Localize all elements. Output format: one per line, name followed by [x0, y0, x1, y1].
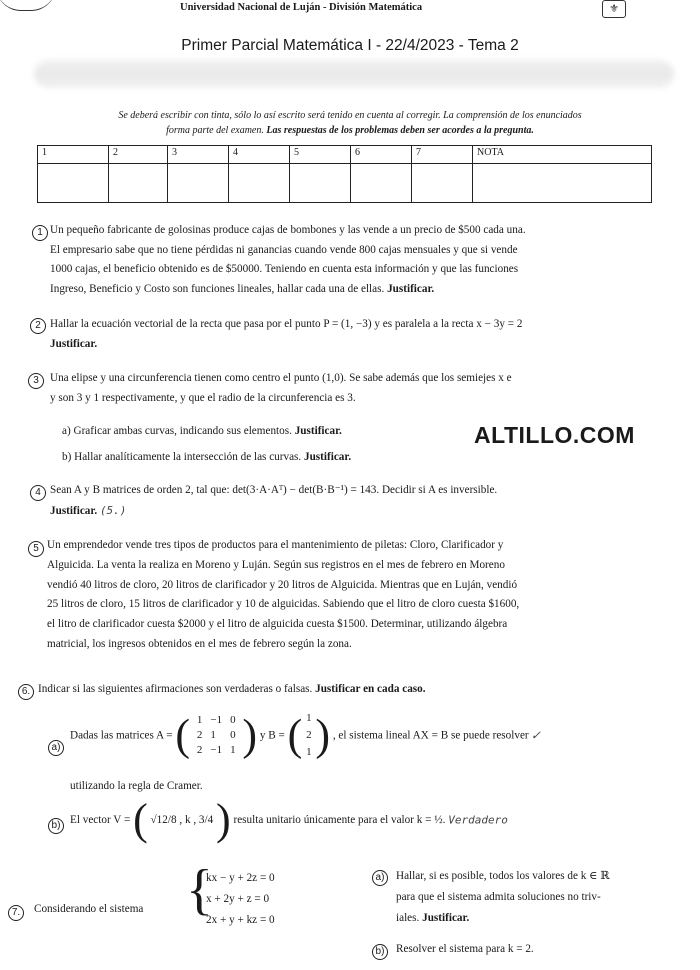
problem-7-number: 7.	[8, 905, 24, 921]
problem-1-line2: El empresario sabe que no tiene pérdidas ni ganancias cuando vende 800 cajas mensuales y que si vende	[50, 243, 518, 256]
matrix-a-cell: 1	[230, 744, 236, 756]
grade-table	[37, 145, 652, 203]
exam-title: Primer Parcial Matemática I - 22/4/2023 - Tema 2	[181, 37, 519, 54]
system-brace: {	[186, 859, 213, 921]
grade-cell	[109, 164, 168, 203]
problem-3-number: 3	[28, 373, 44, 389]
problem-6b-label: b)	[48, 818, 64, 834]
matrix-a-cell: −1	[210, 714, 223, 726]
problem-3a-label: a)	[62, 425, 71, 437]
university-header: Universidad Nacional de Luján - División Matemática	[180, 2, 423, 13]
watermark: ALTILLO.COM	[474, 422, 635, 448]
system-equation-3: 2x + y + kz = 0	[206, 914, 275, 926]
problem-5-line4: 25 litros de cloro, 15 litros de clarificador y 10 de alguicidas. Sabiendo que el litro de cloro cuesta $1600,	[47, 598, 520, 611]
problem-7a-line1: Hallar, si es posible, todos los valores de k ∈ ℝ	[396, 870, 610, 882]
matrix-b	[305, 710, 313, 761]
matrix-a-left-paren: (	[175, 710, 191, 760]
problem-3a	[62, 422, 342, 442]
grade-cell	[351, 164, 412, 203]
system-equation-2: x + 2y + z = 0	[206, 893, 270, 905]
problem-3-line2: y son 3 y 1 respectivamente, y que el radio de la circunferencia es 3.	[50, 391, 356, 404]
matrix-a-cell: 0	[230, 729, 236, 741]
problem-4-justify: Justificar.	[50, 504, 98, 517]
problem-1-line4: Ingreso, Beneficio y Costo son funciones lineales, hallar cada una de ellas.	[50, 282, 385, 295]
instructions-line2a: forma parte del examen.	[166, 125, 264, 136]
problem-7b-label: b)	[372, 944, 388, 960]
problem-6a	[70, 710, 540, 761]
problem-3	[50, 369, 512, 408]
problem-4-handwritten-note: (5.)	[99, 503, 127, 517]
grade-col-3: 3	[168, 146, 229, 164]
problem-4-number: 4	[30, 485, 46, 501]
matrix-a-cell: −1	[210, 744, 223, 756]
problem-6b-text2: resulta unitario únicamente para el valor k = ½.	[233, 814, 446, 826]
problem-6-justify: Justificar en cada caso.	[315, 683, 426, 695]
problem-2	[50, 315, 522, 354]
grade-col-2: 2	[109, 146, 168, 164]
matrix-a-cell: 1	[196, 714, 203, 726]
problem-6-number: 6.	[18, 684, 34, 700]
problem-6a-text1: Dadas las matrices A =	[70, 729, 173, 742]
problem-5-line5: el litro de clarificador cuesta $2000 y el litro de alguicida cuesta $1500. Determinar, utilizando álgebra	[47, 618, 508, 631]
problem-5-line1: Un emprendedor vende tres tipos de productos para el mantenimiento de piletas: Cloro, Clarificador y	[47, 539, 504, 551]
instructions-line1: Se deberá escribir con tinta, sólo lo así escrito será tenido en cuenta al corregir. La comprensión de los enunciados	[118, 110, 582, 121]
vector-v-components: √12/8 , k , 3/4	[150, 814, 214, 826]
grade-table-score-row	[38, 164, 652, 203]
problem-2-line1: Hallar la ecuación vectorial de la recta que pasa por el punto P = (1, −3) y es paralela a la recta x − 3y = 2	[50, 318, 523, 330]
problem-3b-text: Hallar analíticamente la intersección de las curvas.	[74, 451, 302, 463]
problem-7-intro: Considerando el sistema	[34, 903, 144, 915]
matrix-a-cell: 1	[210, 729, 216, 741]
grade-col-7: 7	[412, 146, 473, 164]
problem-4-line1: Sean A y B matrices de orden 2, tal que: det(3·A·Aᵀ) − det(B·B⁻¹) = 143. Decidir si A es inversible.	[50, 484, 498, 496]
grade-cell	[473, 164, 652, 203]
matrix-b-cell: 1	[306, 712, 312, 724]
problem-6-intro-text: Indicar si las siguientes afirmaciones son verdaderas o falsas.	[38, 683, 313, 695]
problem-4	[50, 481, 497, 521]
grade-col-nota: NOTA	[473, 146, 652, 164]
matrix-b-right-paren: )	[315, 710, 331, 760]
problem-6b-handwritten-answer: Verdadero	[448, 813, 508, 827]
matrix-a-cell: 0	[230, 714, 236, 726]
grade-cell	[168, 164, 229, 203]
redacted-name-area	[34, 60, 674, 88]
grade-cell	[38, 164, 109, 203]
matrix-b-cell: 1	[306, 746, 312, 758]
matrix-a-cell: 2	[196, 729, 203, 741]
problem-5-line2: Alguicida. La venta la realiza en Moreno y Luján. Según sus registros en el mes de febrero en Moreno	[47, 558, 505, 571]
instructions	[30, 108, 670, 138]
grade-col-6: 6	[351, 146, 412, 164]
grade-cell	[229, 164, 290, 203]
matrix-a	[193, 713, 240, 758]
problem-3b-justify: Justificar.	[303, 451, 352, 463]
problem-7a-line3: iales.	[396, 912, 420, 924]
problem-5-number: 5	[28, 541, 44, 557]
vector-left-paren: (	[133, 795, 148, 844]
problem-7a-label: a)	[372, 870, 388, 886]
problem-5-line6: matricial, los ingresos obtenidos en el mes de febrero según la zona.	[47, 637, 352, 650]
page-corner-decoration	[0, 0, 56, 11]
problem-6b	[70, 795, 508, 844]
problem-3b	[62, 448, 351, 468]
grade-table-header	[38, 146, 652, 164]
problem-1-line3: 1000 cajas, el beneficio obtenido es de $50000. Teniendo en cuenta esta información y que las funciones	[50, 263, 519, 275]
system-equation-1: kx − y + 2z = 0	[206, 872, 275, 884]
problem-7a-justify: Justificar.	[422, 912, 470, 924]
grade-cell	[290, 164, 351, 203]
problem-1-number: 1	[32, 225, 48, 241]
problem-7b-text: Resolver el sistema para k = 2.	[396, 943, 534, 955]
problem-7a	[396, 866, 610, 929]
problem-7-system	[206, 868, 275, 931]
instructions-line2b: Las respuestas de los problemas deben ser acordes a la pregunta.	[266, 125, 534, 136]
problem-1	[50, 221, 526, 299]
problem-5-line3: vendió 40 litros de cloro, 20 litros de clarificador y 20 litros de Alguicida. Mientras que en Luján, vendió	[47, 578, 518, 591]
matrix-b-left-paren: (	[287, 710, 303, 760]
problem-2-justify: Justificar.	[50, 337, 98, 350]
problem-3a-justify: Justificar.	[294, 425, 342, 437]
university-crest-icon: ⚜	[602, 0, 626, 18]
problem-3-line1: Una elipse y una circunferencia tienen como centro el punto (1,0). Se sabe además que los semiejes x e	[50, 372, 512, 384]
problem-3b-label: b)	[62, 451, 72, 463]
check-mark-icon: ✓	[531, 727, 540, 744]
problem-6-intro	[38, 680, 426, 700]
matrix-b-cell: 2	[306, 729, 312, 741]
grade-col-5: 5	[290, 146, 351, 164]
problem-7a-line2: para que el sistema admita soluciones no triv-	[396, 891, 601, 903]
problem-2-number: 2	[30, 318, 46, 334]
problem-5	[47, 536, 519, 655]
problem-3a-text: Graficar ambas curvas, indicando sus elementos.	[73, 425, 292, 437]
grade-col-1: 1	[38, 146, 109, 164]
problem-1-line1: Un pequeño fabricante de golosinas produce cajas de bombones y las vende a un precio de $500 cada una.	[50, 224, 526, 236]
grade-col-4: 4	[229, 146, 290, 164]
problem-6a-text2: , el sistema lineal AX = B se puede resolver	[332, 729, 529, 742]
problem-6b-text1: El vector V =	[70, 814, 131, 826]
problem-1-justify: Justificar.	[387, 282, 435, 295]
problem-6a-and: y B =	[259, 729, 285, 742]
matrix-a-right-paren: )	[242, 710, 258, 760]
problem-6a-label: a)	[48, 740, 64, 756]
vector-right-paren: )	[216, 795, 231, 844]
matrix-a-cell: 2	[196, 744, 203, 756]
grade-cell	[412, 164, 473, 203]
problem-6a-text3: utilizando la regla de Cramer.	[70, 780, 203, 792]
